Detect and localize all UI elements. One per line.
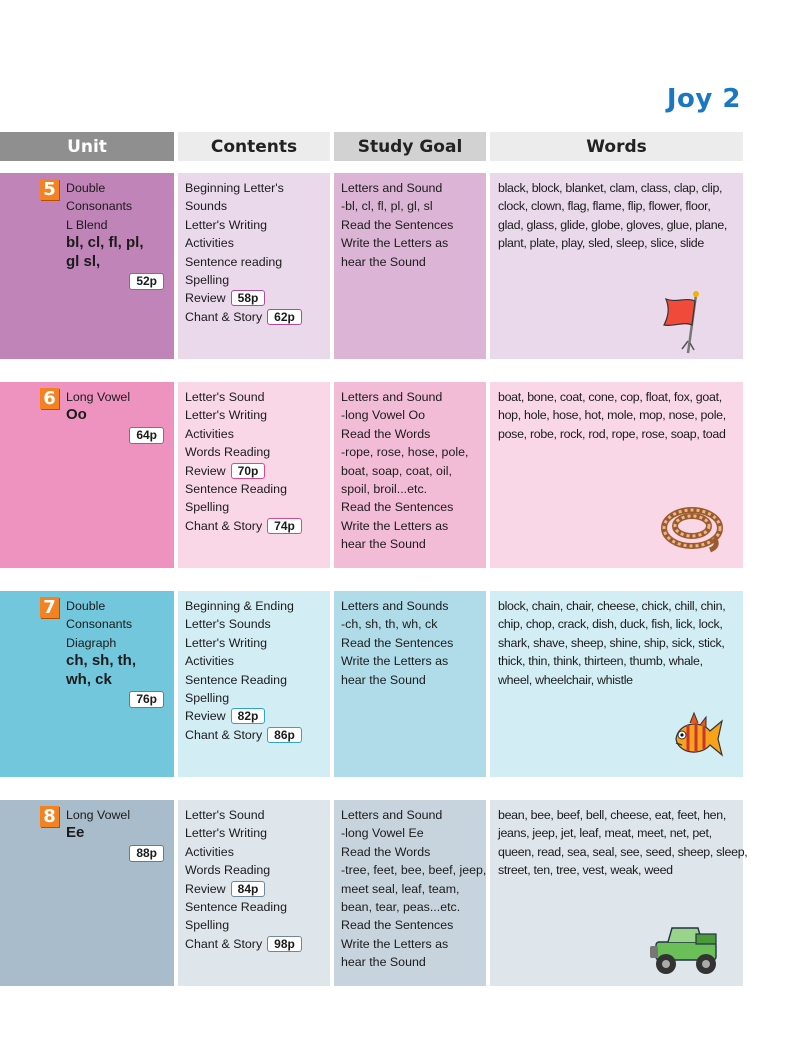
page-badge: 84p bbox=[231, 881, 266, 897]
contents-item bbox=[185, 517, 330, 535]
contents-cell bbox=[178, 382, 330, 568]
study-goal-line: -long Vowel Ee bbox=[341, 826, 424, 841]
header-contents: Contents bbox=[178, 132, 330, 161]
contents-item-label: Spelling bbox=[185, 918, 230, 933]
words-line: thick, thin, think, thirteen, thumb, whale, bbox=[498, 654, 703, 669]
study-goal-line: hear the Sound bbox=[341, 254, 426, 269]
words-line: glad, glass, glide, globe, gloves, glue, plane, bbox=[498, 217, 728, 232]
contents-item-label: Letter's Sounds bbox=[185, 617, 271, 632]
words-line: chip, chop, crack, dish, duck, fish, lick, lock, bbox=[498, 617, 723, 632]
study-goal-cell bbox=[334, 591, 486, 777]
unit-number: 8 bbox=[40, 806, 59, 827]
contents-item bbox=[185, 271, 330, 289]
unit-name bbox=[66, 179, 170, 271]
study-goal-line: boat, soap, coat, oil, bbox=[341, 463, 452, 478]
study-goal-line: -bl, cl, fl, pl, gl, sl bbox=[341, 199, 433, 214]
unit-page-badge: 76p bbox=[129, 691, 164, 708]
contents-item-label: Review bbox=[185, 463, 226, 478]
unit-cell bbox=[0, 382, 174, 568]
unit-number: 5 bbox=[40, 179, 59, 200]
contents-item-label: Sentence reading bbox=[185, 254, 283, 269]
contents-item bbox=[185, 289, 330, 307]
contents-item-label: Words Reading bbox=[185, 863, 271, 878]
words-line: block, chain, chair, cheese, chick, chill, chin, bbox=[498, 599, 726, 613]
study-goal-line: Read the Sentences bbox=[341, 635, 454, 650]
contents-item bbox=[185, 179, 330, 197]
study-goal-line: Letters and Sound bbox=[341, 808, 443, 822]
contents-item-label: Chant & Story bbox=[185, 727, 263, 742]
contents-item-label: Chant & Story bbox=[185, 309, 263, 324]
unit-page-badge: 88p bbox=[129, 845, 164, 862]
unit-name-line: Long Vowel bbox=[66, 390, 131, 404]
study-goal-line: Read the Words bbox=[341, 426, 431, 441]
unit-cell bbox=[0, 800, 174, 986]
page-badge: 58p bbox=[231, 290, 266, 306]
study-goal-line: hear the Sound bbox=[341, 537, 426, 552]
unit-name-line: Long Vowel bbox=[66, 808, 131, 822]
contents-item bbox=[185, 671, 330, 689]
words-line: jeans, jeep, jet, leaf, meat, meet, net, pet, bbox=[498, 826, 712, 841]
contents-item-label: Activities bbox=[185, 426, 234, 441]
study-goal-line: Write the Letters as bbox=[341, 654, 449, 669]
unit-number: 7 bbox=[40, 597, 59, 618]
contents-item bbox=[185, 443, 330, 461]
contents-cell bbox=[178, 173, 330, 359]
unit-sound-line: wh, ck bbox=[66, 670, 112, 688]
page-badge: 86p bbox=[267, 727, 302, 743]
study-goal-line: bean, tear, peas...etc. bbox=[341, 900, 461, 915]
contents-item bbox=[185, 425, 330, 443]
contents-item bbox=[185, 652, 330, 670]
contents-item-label: Sentence Reading bbox=[185, 900, 287, 915]
contents-item-label: Chant & Story bbox=[185, 518, 263, 533]
contents-item-label: Activities bbox=[185, 236, 234, 251]
flag-icon bbox=[662, 289, 708, 360]
words-line: clock, clown, flag, flame, flip, flower, floor, bbox=[498, 199, 711, 214]
unit-sound-line: Ee bbox=[66, 824, 85, 842]
contents-item-label: Spelling bbox=[185, 691, 230, 706]
contents-item bbox=[185, 234, 330, 252]
contents-item-label: Letter's Writing bbox=[185, 408, 268, 423]
contents-item-label: Review bbox=[185, 709, 226, 724]
study-goal-cell bbox=[334, 173, 486, 359]
study-goal-line: -tree, feet, bee, beef, jeep, bbox=[341, 863, 487, 878]
contents-item bbox=[185, 824, 330, 842]
contents-item bbox=[185, 388, 330, 406]
contents-item-label: Activities bbox=[185, 844, 234, 859]
study-goal-line: Read the Sentences bbox=[341, 217, 454, 232]
study-goal-line: Letters and Sounds bbox=[341, 599, 449, 613]
contents-item-label: Activities bbox=[185, 654, 234, 669]
study-goal-cell bbox=[334, 800, 486, 986]
study-goal-line: hear the Sound bbox=[341, 955, 426, 970]
contents-item-label: Letter's Writing bbox=[185, 635, 268, 650]
contents-item-label: Beginning Letter's bbox=[185, 181, 284, 195]
contents-item bbox=[185, 308, 330, 326]
page-badge: 82p bbox=[231, 708, 266, 724]
words-line: boat, bone, coat, cone, cop, float, fox, goat, bbox=[498, 390, 722, 404]
contents-item-label: Chant & Story bbox=[185, 936, 263, 951]
study-goal-line: Write the Letters as bbox=[341, 236, 449, 251]
study-goal-line: meet seal, leaf, team, bbox=[341, 881, 460, 896]
study-goal-line: Read the Sentences bbox=[341, 500, 454, 515]
contents-item bbox=[185, 843, 330, 861]
study-goal-line: Letters and Sound bbox=[341, 181, 443, 195]
contents-item bbox=[185, 689, 330, 707]
unit-sound-line: ch, sh, th, bbox=[66, 652, 137, 670]
study-goal-line: -long Vowel Oo bbox=[341, 408, 426, 423]
unit-name bbox=[66, 597, 170, 689]
contents-item bbox=[185, 707, 330, 725]
unit-name-line: Consonants bbox=[66, 617, 133, 632]
words-line: bean, bee, beef, bell, cheese, eat, feet, hen, bbox=[498, 808, 726, 822]
study-goal-line: Write the Letters as bbox=[341, 936, 449, 951]
page-badge: 62p bbox=[267, 309, 302, 325]
contents-item bbox=[185, 216, 330, 234]
contents-item-label: Spelling bbox=[185, 500, 230, 515]
study-goal-line: -rope, rose, hose, pole, bbox=[341, 445, 469, 460]
page-title: Joy 2 bbox=[666, 84, 741, 114]
contents-item bbox=[185, 615, 330, 633]
contents-item-label: Letter's Writing bbox=[185, 826, 268, 841]
words-line: pose, robe, rock, rod, rope, rose, soap, toad bbox=[498, 426, 726, 441]
page-badge: 98p bbox=[267, 936, 302, 952]
unit-sound-line: bl, cl, fl, pl, bbox=[66, 234, 144, 252]
unit-name bbox=[66, 806, 170, 843]
unit-name bbox=[66, 388, 170, 425]
header-unit: Unit bbox=[0, 132, 174, 161]
study-goal-line: Read the Words bbox=[341, 844, 431, 859]
page-badge: 74p bbox=[267, 518, 302, 534]
contents-item bbox=[185, 597, 330, 615]
unit-name-line: Consonants bbox=[66, 199, 133, 214]
contents-item bbox=[185, 935, 330, 953]
contents-item-label: Letter's Writing bbox=[185, 217, 268, 232]
contents-item bbox=[185, 498, 330, 516]
contents-item bbox=[185, 462, 330, 480]
contents-item bbox=[185, 634, 330, 652]
contents-item-label: Review bbox=[185, 291, 226, 306]
study-goal-line: hear the Sound bbox=[341, 672, 426, 687]
contents-item bbox=[185, 726, 330, 744]
study-goal-line: Letters and Sound bbox=[341, 390, 443, 404]
contents-item bbox=[185, 406, 330, 424]
words-line: wheel, wheelchair, whistle bbox=[498, 672, 633, 687]
study-goal-line: Write the Letters as bbox=[341, 518, 449, 533]
unit-sound-line: Oo bbox=[66, 406, 87, 424]
contents-item-label: Sentence Reading bbox=[185, 672, 287, 687]
contents-item-label: Sentence Reading bbox=[185, 482, 287, 497]
contents-item bbox=[185, 880, 330, 898]
contents-item-label: Review bbox=[185, 881, 226, 896]
contents-item-label: Words Reading bbox=[185, 445, 271, 460]
contents-item-label: Letter's Sound bbox=[185, 808, 265, 822]
rope-icon bbox=[660, 502, 724, 559]
contents-item bbox=[185, 898, 330, 916]
unit-number: 6 bbox=[40, 388, 59, 409]
study-goal-line: Read the Sentences bbox=[341, 918, 454, 933]
words-line: plant, plate, play, sled, sleep, slice, slide bbox=[498, 236, 704, 251]
unit-page-badge: 64p bbox=[129, 427, 164, 444]
words-line: hop, hole, hose, hot, mole, mop, nose, pole, bbox=[498, 408, 726, 423]
unit-cell bbox=[0, 173, 174, 359]
contents-item-label: Letter's Sound bbox=[185, 390, 265, 404]
contents-item bbox=[185, 806, 330, 824]
contents-item bbox=[185, 861, 330, 879]
header-words: Words bbox=[490, 132, 743, 161]
unit-sound-line: gl sl, bbox=[66, 252, 101, 270]
contents-cell bbox=[178, 591, 330, 777]
fish-icon bbox=[670, 709, 724, 766]
words-line: shark, shave, sheep, shine, ship, sick, stick, bbox=[498, 635, 725, 650]
contents-cell bbox=[178, 800, 330, 986]
unit-name-line: L Blend bbox=[66, 217, 108, 232]
unit-name-line: Double bbox=[66, 599, 106, 613]
unit-page-badge: 52p bbox=[129, 273, 164, 290]
header-study-goal: Study Goal bbox=[334, 132, 486, 161]
jeep-icon bbox=[648, 918, 724, 983]
contents-item bbox=[185, 480, 330, 498]
unit-name-line: Double bbox=[66, 181, 106, 195]
words-line: street, ten, tree, vest, weak, weed bbox=[498, 863, 673, 878]
contents-item-label: Beginning & Ending bbox=[185, 599, 294, 613]
unit-name-line: Diagraph bbox=[66, 635, 117, 650]
page-badge: 70p bbox=[231, 463, 266, 479]
contents-item bbox=[185, 916, 330, 934]
study-goal-line: spoil, broil...etc. bbox=[341, 482, 428, 497]
contents-item-label: Sounds bbox=[185, 199, 228, 214]
contents-item bbox=[185, 197, 330, 215]
words-line: queen, read, sea, seal, see, seed, sheep, sleep, bbox=[498, 844, 748, 859]
unit-cell bbox=[0, 591, 174, 777]
words-line: black, block, blanket, clam, class, clap, clip, bbox=[498, 181, 723, 195]
study-goal-line: -ch, sh, th, wh, ck bbox=[341, 617, 438, 632]
contents-item bbox=[185, 253, 330, 271]
study-goal-cell bbox=[334, 382, 486, 568]
contents-item-label: Spelling bbox=[185, 273, 230, 288]
